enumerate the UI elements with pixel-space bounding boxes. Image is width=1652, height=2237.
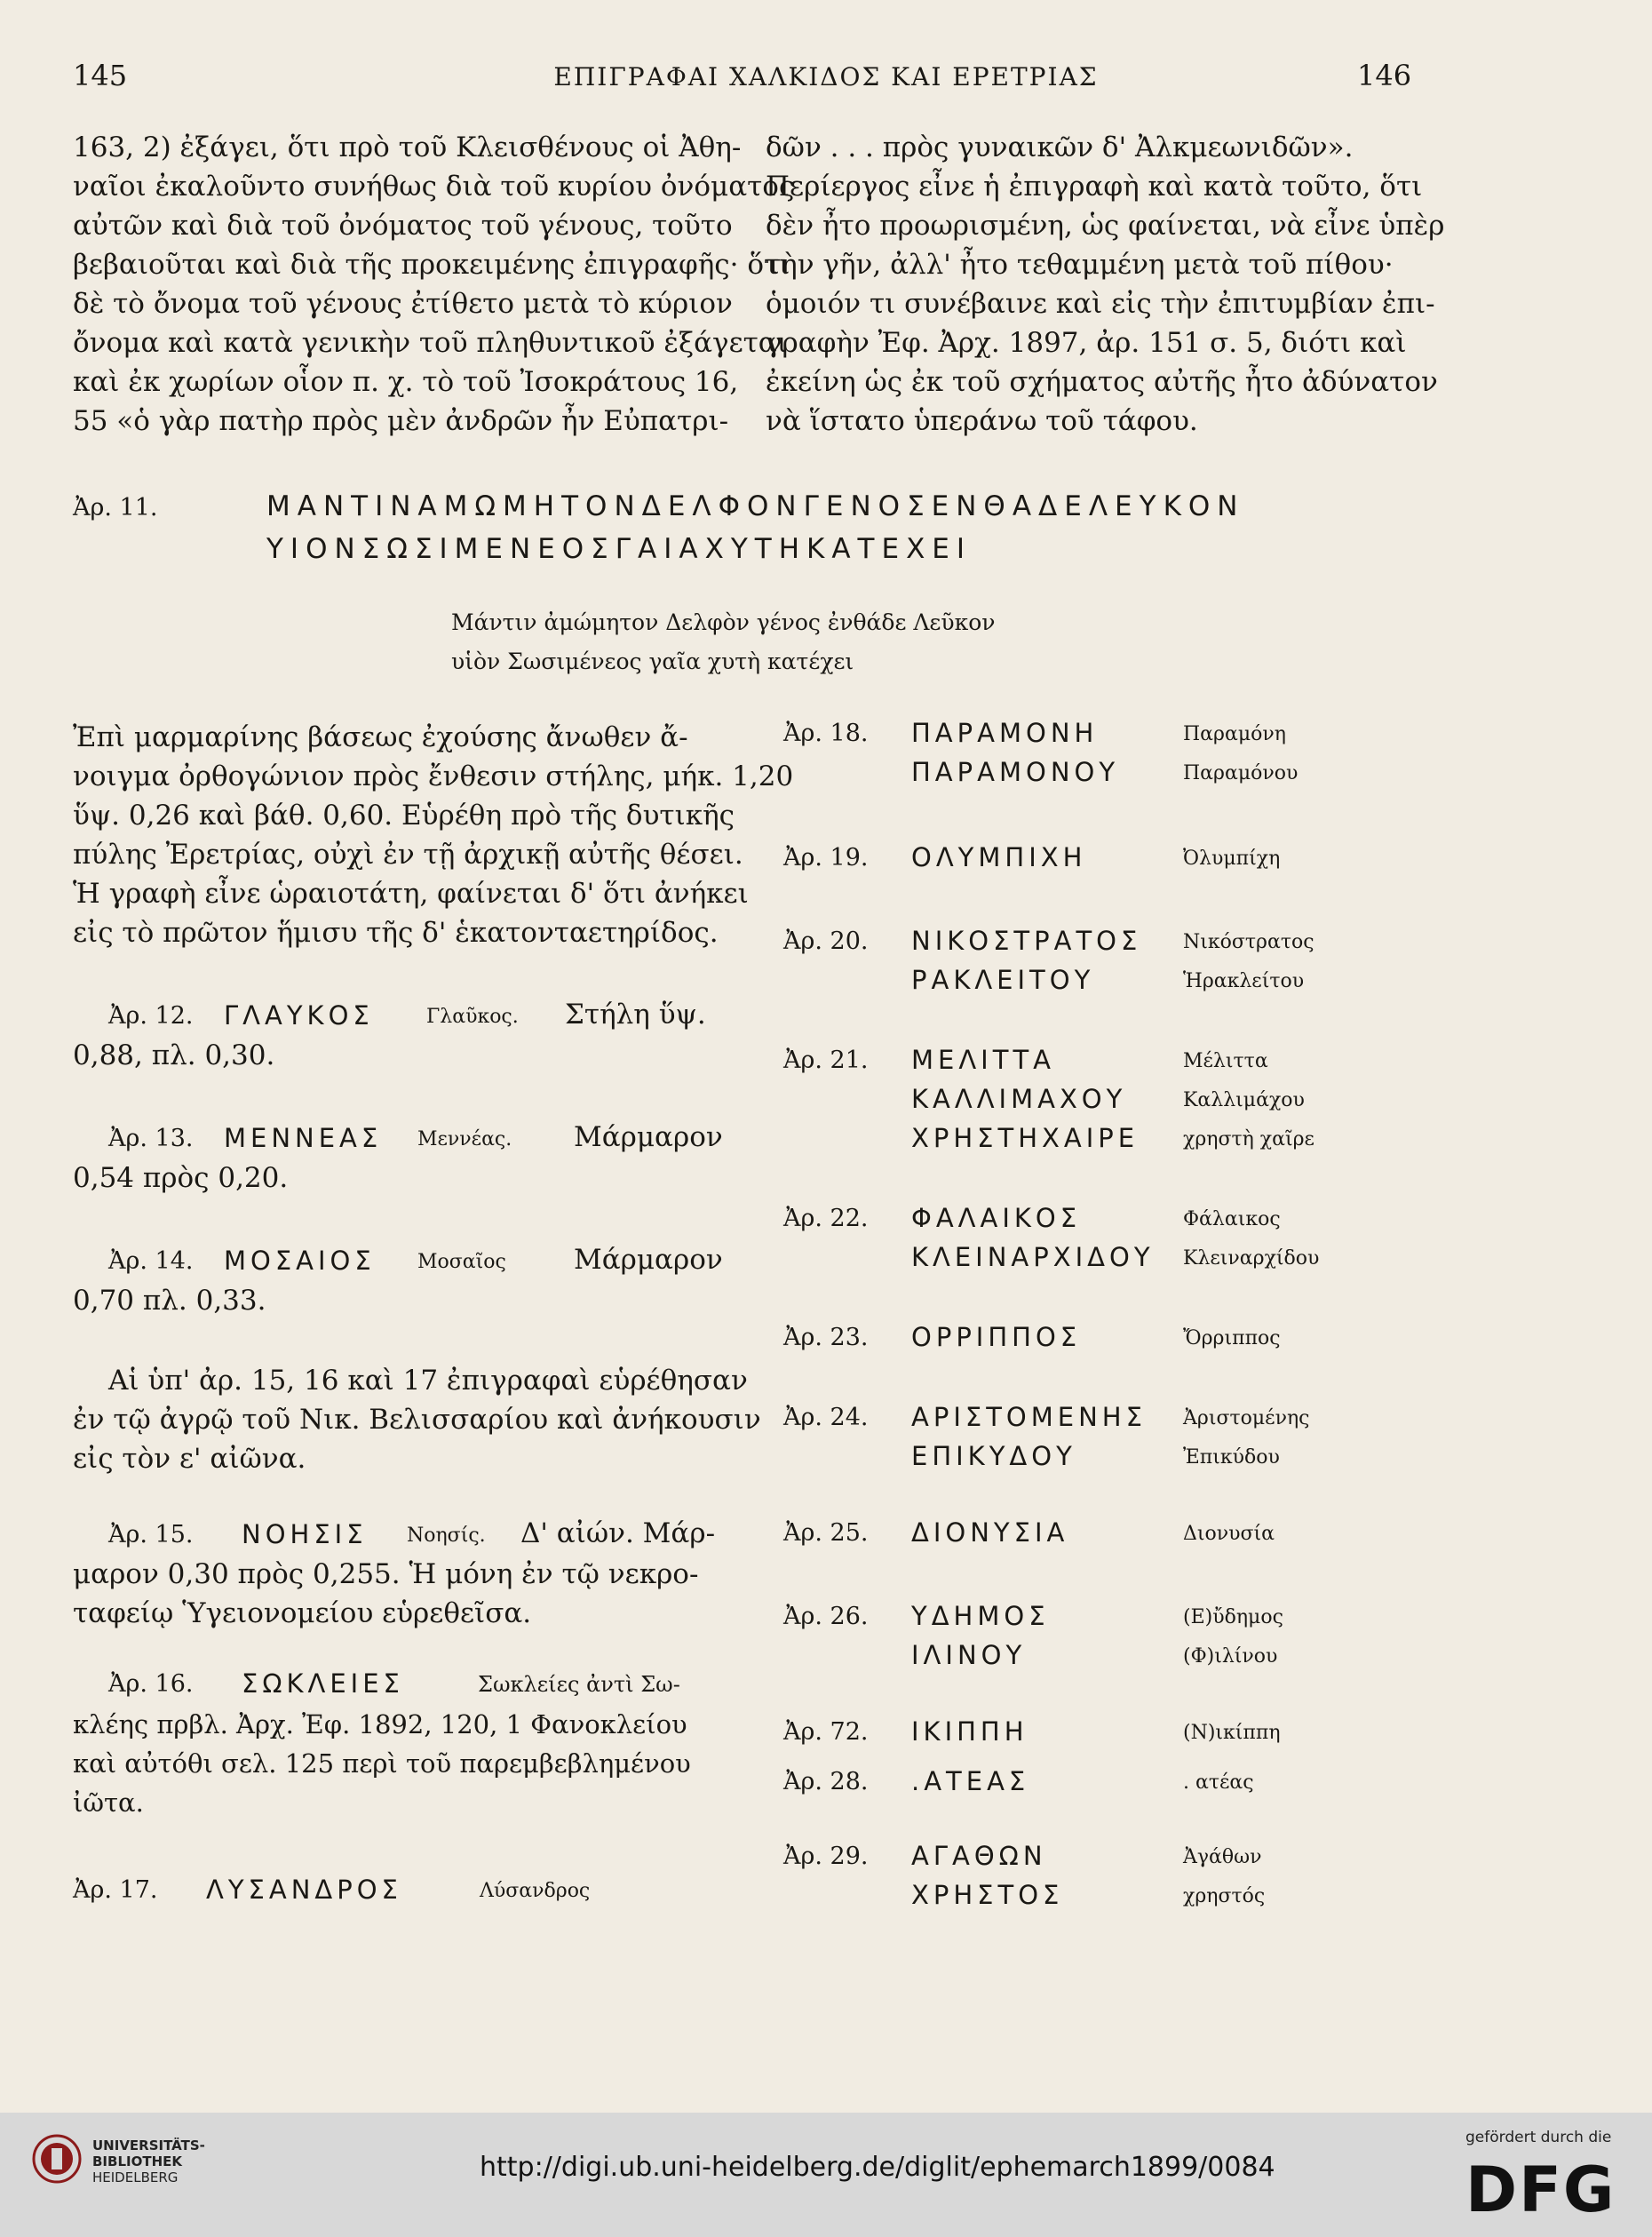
transcription: (Ε)ὔδημος [1183, 1606, 1283, 1628]
text-line: δῶν . . . πρὸς γυναικῶν δ' Ἀλκμεωνιδῶν». [766, 131, 1354, 163]
text-line: δὲ τὸ ὄνομα τοῦ γένους ἐτίθετο μετὰ τὸ κύριον [73, 288, 733, 320]
inscription-text: ΧΡΗΣΤΟΣ [911, 1880, 1064, 1910]
transcription: Ἐπικύδου [1183, 1446, 1280, 1469]
inscription-text: ΜΕΛΙΤΤΑ [911, 1045, 1056, 1075]
text-line: αὐτῶν καὶ διὰ τοῦ ὀνόματος τοῦ γένους, τοῦτο [73, 210, 733, 242]
transcription: Λύσανδρος [480, 1880, 591, 1902]
inscription-text: ΦΑΛΑΙΚΟΣ [911, 1203, 1082, 1233]
inscription-text: .ΑΤΕΑΣ [911, 1766, 1030, 1796]
university-name-line: HEIDELBERG [92, 2169, 179, 2185]
page-number-left: 145 [73, 59, 128, 92]
transcription: (Ν)ικίππη [1183, 1722, 1281, 1744]
inscription-text: ΑΡΙΣΤΟΜΕΝΗΣ [911, 1402, 1147, 1432]
transcription: Ὄρριππος [1183, 1327, 1281, 1349]
funding-label: gefördert durch die [1465, 2129, 1612, 2146]
entry-label: Ἀρ. 72. [783, 1718, 869, 1746]
text-line: πύλης Ἐρετρίας, οὐχὶ ἐν τῇ ἀρχικῇ αὐτῆς θέσει. [73, 839, 743, 871]
inscription-text: ΠΑΡΑΜΟΝΗ [911, 718, 1099, 748]
inscription-text: ΜΕΝΝΕΑΣ [224, 1123, 383, 1153]
transcription: Μεννέας. [417, 1128, 512, 1150]
transcription: Κλειναρχίδου [1183, 1247, 1320, 1270]
text-line: 0,88, πλ. 0,30. [73, 1039, 275, 1071]
inscription-line: ΜΑΝΤΙΝΑΜΩΜΗΤΟΝΔΕΛΦΟΝΓΕΝΟΣΕΝΘΑΔΕΛΕΥΚΟΝ [266, 490, 1245, 522]
transcription: Ἀριστομένης [1183, 1407, 1310, 1429]
dfg-logo: DFG [1465, 2153, 1616, 2226]
entry-label: Ἀρ. 15. [108, 1521, 194, 1548]
text-line: μαρον 0,30 πρὸς 0,255. Ἡ μόνη ἐν τῷ νεκρο- [73, 1558, 699, 1590]
text-line: 55 «ὁ γὰρ πατὴρ πρὸς μὲν ἀνδρῶν ἦν Εὐπατρι- [73, 405, 729, 437]
inscription-text: ΔΙΟΝΥΣΙΑ [911, 1517, 1069, 1548]
transcription: Διονυσία [1183, 1523, 1275, 1545]
entry-label: Ἀρ. 19. [783, 844, 869, 872]
entry-label: Ἀρ. 29. [783, 1843, 869, 1870]
inscription-text: ΧΡΗΣΤΗΧΑΙΡΕ [911, 1123, 1140, 1153]
university-name-line: UNIVERSITÄTS- [92, 2137, 205, 2153]
transcription: Παραμόνου [1183, 762, 1299, 784]
text-line: Μάρμαρον [574, 1244, 723, 1276]
inscription-text: ΑΓΑΘΩΝ [911, 1841, 1047, 1871]
inscription-text: ΜΟΣΑΙΟΣ [224, 1246, 376, 1276]
university-name [92, 2137, 205, 2185]
transcription: Γλαῦκος. [426, 1006, 519, 1028]
transcription: Μέλιττα [1183, 1050, 1268, 1072]
inscription-text: ΟΡΡΙΠΠΟΣ [911, 1322, 1082, 1352]
source-url-link[interactable]: http://digi.ub.uni-heidelberg.de/diglit/ephemarch1899/0084 [480, 2152, 1275, 2183]
inscription-text: ΚΑΛΛΙΜΑΧΟΥ [911, 1084, 1127, 1114]
text-line: ὁμοιόν τι συνέβαινε καὶ εἰς τὴν ἐπιτυμβίαν ἐπι- [766, 288, 1435, 320]
entry-label: Ἀρ. 28. [783, 1768, 869, 1795]
transcription-line: υἱὸν Σωσιμένεος γαῖα χυτὴ κατέχει [451, 649, 854, 674]
entry-label: Ἀρ. 16. [108, 1670, 194, 1698]
text-line: εἰς τὸν ε' αἰῶνα. [73, 1443, 306, 1475]
inscription-text: ΕΠΙΚΥΔΟΥ [911, 1441, 1076, 1471]
text-line: 0,70 πλ. 0,33. [73, 1285, 266, 1317]
inscription-text: ΛΥΣΑΝΔΡΟΣ [206, 1875, 402, 1905]
transcription: . ατέας [1183, 1771, 1254, 1794]
inscription-text: ΠΑΡΑΜΟΝΟΥ [911, 757, 1120, 787]
text-line: Μάρμαρον [574, 1121, 723, 1153]
entry-label: Ἀρ. 17. [73, 1876, 158, 1904]
inscription-text: ΝΟΗΣΙΣ [242, 1519, 368, 1549]
transcription: Ἀγάθων [1183, 1846, 1262, 1868]
transcription: Ὀλυμπίχη [1183, 848, 1281, 870]
university-name-line: BIBLIOTHEK [92, 2153, 182, 2169]
inscription-text: ΓΛΑΥΚΟΣ [224, 1000, 374, 1031]
transcription: Νοησίς. [407, 1525, 486, 1547]
text-line: 0,54 πρὸς 0,20. [73, 1162, 289, 1194]
text-line: Περίεργος εἶνε ἡ ἐπιγραφὴ καὶ κατὰ τοῦτο, ὅτι [766, 171, 1423, 203]
transcription: (Φ)ιλίνου [1183, 1645, 1278, 1668]
text-line: ἐν τῷ ἀγρῷ τοῦ Νικ. Βελισσαρίου καὶ ἀνήκουσιν [73, 1404, 761, 1436]
running-title: ΕΠΙΓΡΑΦΑΙ ΧΑΛΚΙΔΟΣ ΚΑΙ ΕΡΕΤΡΙΑΣ [553, 62, 1099, 92]
transcription: Φάλαικος [1183, 1208, 1281, 1230]
entry-label: Ἀρ. 24. [783, 1404, 869, 1431]
entry-label: Ἀρ. 20. [783, 927, 869, 955]
text-line: τὴν γῆν, ἀλλ' ἦτο τεθαμμένη μετὰ τοῦ πίθου· [766, 249, 1394, 281]
text-line: Στήλη ὕψ. [565, 999, 706, 1031]
text-line: κλέης πρβλ. Ἀρχ. Ἐφ. 1892, 120, 1 Φανοκλείου [73, 1709, 687, 1739]
page-number-right: 146 [1357, 59, 1412, 92]
text-line: ἰῶτα. [73, 1787, 144, 1818]
footer-bar [0, 2113, 1652, 2237]
text-line: ὄνομα καὶ κατὰ γενικὴν τοῦ πληθυντικοῦ ἐξάγεται [73, 327, 788, 359]
inscription-text: ΥΔΗΜΟΣ [911, 1601, 1050, 1631]
text-line: Δ' αἰών. Μάρ- [520, 1517, 716, 1549]
entry-label: Ἀρ. 11. [73, 494, 158, 521]
text-line: βεβαιοῦται καὶ διὰ τῆς προκειμένης ἐπιγραφῆς· ὅτι [73, 249, 790, 281]
transcription-line: Μάντιν ἀμώμητον Δελφὸν γένος ἐνθάδε Λεῦκον [451, 609, 996, 635]
inscription-text: ΣΩΚΛΕΙΕΣ [242, 1668, 404, 1699]
text-line: νὰ ἵστατο ὑπεράνω τοῦ τάφου. [766, 405, 1198, 437]
inscription-line: ΥΙΟΝΣΩΣΙΜΕΝΕΟΣΓΑΙΑΧΥΤΗΚΑΤΕΧΕΙ [266, 533, 973, 565]
inscription-text: ΟΛΥΜΠΙΧΗ [911, 842, 1087, 872]
text-line: ναῖοι ἐκαλοῦντο συνήθως διὰ τοῦ κυρίου ὀνόματος [73, 171, 795, 203]
text-line: Αἱ ὑπ' ἀρ. 15, 16 καὶ 17 ἐπιγραφαὶ εὑρέθησαν [108, 1365, 748, 1397]
transcription: Ἡρακλείτου [1183, 970, 1305, 992]
entry-label: Ἀρ. 21. [783, 1047, 869, 1074]
text-line: εἰς τὸ πρῶτον ἥμισυ τῆς δ' ἑκατονταετηρίδος. [73, 917, 719, 949]
entry-label: Ἀρ. 12. [108, 1002, 194, 1030]
transcription: χρηστὴ χαῖρε [1183, 1128, 1314, 1150]
text-line: Ἡ γραφὴ εἶνε ὡραιοτάτη, φαίνεται δ' ὅτι ἀνήκει [73, 878, 749, 910]
transcription: χρηστός [1183, 1885, 1266, 1907]
entry-label: Ἀρ. 26. [783, 1603, 869, 1630]
text-line: καὶ ἐκ χωρίων οἷον π. χ. τὸ τοῦ Ἰσοκράτους 16, [73, 366, 739, 398]
transcription: Νικόστρατος [1183, 931, 1314, 953]
inscription-text: ΡΑΚΛΕΙΤΟΥ [911, 965, 1095, 995]
text-line: Ἐπὶ μαρμαρίνης βάσεως ἐχούσης ἄνωθεν ἄ- [73, 721, 688, 753]
inscription-text: ΝΙΚΟΣΤΡΑΤΟΣ [911, 926, 1142, 956]
inscription-text: ΙΚΙΠΠΗ [911, 1716, 1029, 1747]
transcription: Παραμόνη [1183, 723, 1286, 745]
text-line: ὕψ. 0,26 καὶ βάθ. 0,60. Εὑρέθη πρὸ τῆς δυτικῆς [73, 800, 735, 832]
text-line: 163, 2) ἐξάγει, ὅτι πρὸ τοῦ Κλεισθένους οἱ Ἀθη- [73, 131, 742, 163]
text-line: ἐκείνη ὡς ἐκ τοῦ σχήματος αὐτῆς ἦτο ἀδύνατον [766, 366, 1438, 398]
entry-label: Ἀρ. 23. [783, 1324, 869, 1351]
transcription: Σωκλείες ἀντὶ Σω- [478, 1672, 680, 1697]
entry-label: Ἀρ. 13. [108, 1125, 194, 1152]
university-seal-icon [32, 2134, 82, 2184]
entry-label: Ἀρ. 14. [108, 1247, 194, 1275]
entry-label: Ἀρ. 22. [783, 1205, 869, 1232]
text-line: γραφὴν Ἐφ. Ἀρχ. 1897, ἀρ. 151 σ. 5, διότι καὶ [766, 327, 1407, 359]
text-line: ταφείῳ Ὑγειονομείου εὑρεθεῖσα. [73, 1597, 532, 1629]
entry-label: Ἀρ. 18. [783, 720, 869, 747]
transcription: Καλλιμάχου [1183, 1089, 1305, 1111]
text-line: δὲν ἦτο προωρισμένη, ὡς φαίνεται, νὰ εἶνε ὑπὲρ [766, 210, 1445, 242]
text-line: καὶ αὐτόθι σελ. 125 περὶ τοῦ παρεμβεβλημένου [73, 1748, 691, 1779]
transcription: Μοσαῖος [417, 1251, 506, 1273]
text-line: νοιγμα ὀρθογώνιον πρὸς ἔνθεσιν στήλης, μήκ. 1,20 [73, 760, 794, 792]
inscription-text: ΙΛΙΝΟΥ [911, 1640, 1027, 1670]
inscription-text: ΚΛΕΙΝΑΡΧΙΔΟΥ [911, 1242, 1155, 1272]
entry-label: Ἀρ. 25. [783, 1519, 869, 1547]
